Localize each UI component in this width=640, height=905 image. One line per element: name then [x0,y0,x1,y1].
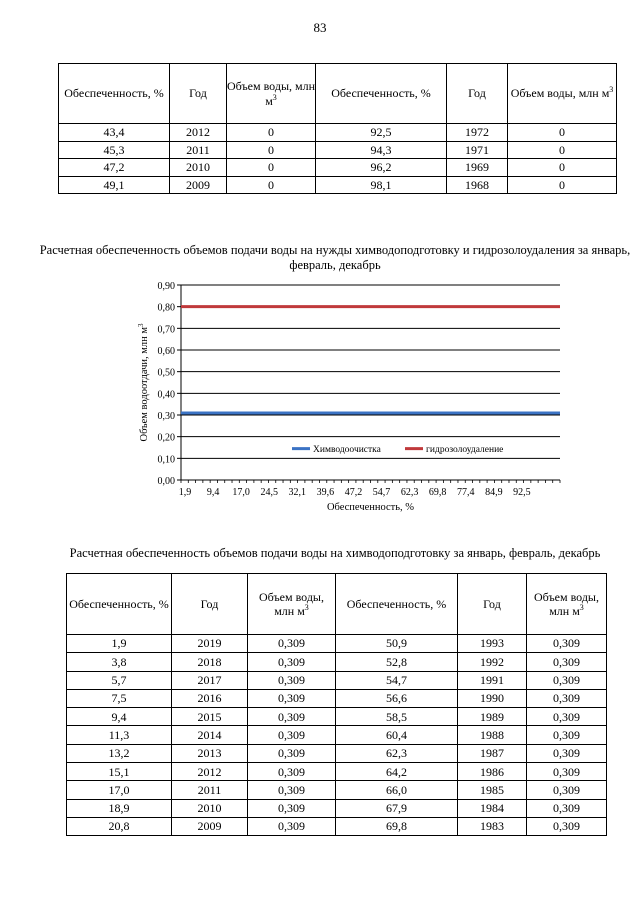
page-number: 83 [313,20,327,35]
table-cell: 5,7 [67,671,172,689]
table-header-row [67,574,607,635]
y-tick-label: 0,20 [157,432,175,444]
table-cell: 1993 [458,635,527,653]
table-cell: 9,4 [67,708,172,726]
table-cell: 0,309 [248,817,336,835]
table-cell: 50,9 [336,635,458,653]
table-cell: 1986 [458,763,527,781]
y-axis-label [137,323,150,442]
y-tick-label: 0,00 [157,476,175,487]
table-cell: 2019 [172,635,248,653]
table-cell: 2014 [172,726,248,744]
table-cell: 2018 [172,653,248,671]
table-cell: 0 [508,124,617,142]
table-row [67,799,607,817]
header-year: Год [447,64,508,124]
table-cell: 0 [227,141,316,159]
chart [120,270,570,520]
table-cell: 0 [227,124,316,142]
table-row [67,744,607,762]
table-row [67,635,607,653]
table-cell: 96,2 [316,159,447,177]
table-cell: 2016 [172,689,248,707]
table-cell: 1989 [458,708,527,726]
table-cell: 0,309 [248,744,336,762]
header-provision: Обеспеченность, % [67,574,172,635]
table-row [67,671,607,689]
table-cell: 0,309 [248,781,336,799]
table-row [59,159,617,177]
header-provision: Обеспеченность, % [336,574,458,635]
table-cell: 1972 [447,124,508,142]
table-cell: 0,309 [248,689,336,707]
table-cell: 2015 [172,708,248,726]
table-cell: 1988 [458,726,527,744]
table-cell: 0 [508,176,617,194]
header-volume: Объем воды, млн $м^3$ [527,574,607,635]
table-cell: 0 [227,176,316,194]
x-tick-label: 69,8 [428,487,447,498]
table-cell: 69,8 [336,817,458,835]
table-header-row [59,64,617,124]
table-cell: 98,1 [316,176,447,194]
table-bottom-caption: Расчетная обеспеченность объемов подачи воды на химводоподготовку за январь, февраль, декабрь [69,546,601,560]
y-axis-label-superscript: 3 [137,323,145,327]
table-cell: 1990 [458,689,527,707]
table-cell: 1992 [458,653,527,671]
table-cell: 0,309 [527,726,607,744]
table-cell: 43,4 [59,124,170,142]
table-cell: 18,9 [67,799,172,817]
table-cell: 2009 [170,176,227,194]
table-cell: 0,309 [527,708,607,726]
table-cell: 0,309 [527,781,607,799]
table-cell: 0 [227,159,316,177]
table-row [67,653,607,671]
table-cell: 67,9 [336,799,458,817]
table-cell: 54,7 [336,671,458,689]
table-cell: 0,309 [527,817,607,835]
table-cell: 0,309 [248,708,336,726]
table-row [67,708,607,726]
header-year: Год [458,574,527,635]
table-cell: 15,1 [67,763,172,781]
table-row [67,726,607,744]
table-cell: 2011 [170,141,227,159]
table-cell: 2010 [170,159,227,177]
header-volume: Объем воды, млн $м^3$ [248,574,336,635]
table-bottom-body [67,635,607,836]
table-cell: 3,8 [67,653,172,671]
table-cell: 0,309 [248,653,336,671]
table-cell: 47,2 [59,159,170,177]
table-cell: 2012 [170,124,227,142]
table-cell: 17,0 [67,781,172,799]
legend-label: гидрозолоудаление [426,445,504,456]
table-cell: 49,1 [59,176,170,194]
table-cell: 2012 [172,763,248,781]
x-tick-label: 77,4 [456,487,475,498]
x-tick-label: 62,3 [400,487,419,498]
table-row [59,141,617,159]
table-cell: 1968 [447,176,508,194]
x-tick-label: 32,1 [288,487,307,498]
table-cell: 1971 [447,141,508,159]
table-cell: 2017 [172,671,248,689]
table-row [67,689,607,707]
x-tick-label: 1,9 [178,487,192,498]
y-tick-label: 0,70 [157,324,175,336]
table-cell: 45,3 [59,141,170,159]
table-cell: 0 [508,141,617,159]
table-cell: 1,9 [67,635,172,653]
table-bottom [66,573,607,836]
table-cell: 2009 [172,817,248,835]
table-cell: 0,309 [527,744,607,762]
y-tick-label: 0,80 [157,302,175,314]
table-cell: 7,5 [67,689,172,707]
legend-label: Химводоочистка [313,445,381,456]
x-tick-label: 54,7 [372,487,391,498]
table-cell: 1991 [458,671,527,689]
x-axis-label: Обеспеченность, % [326,502,415,513]
table-cell: 0,309 [248,799,336,817]
table-row [59,124,617,142]
table-cell: 20,8 [67,817,172,835]
table-cell: 92,5 [316,124,447,142]
y-tick-label: 0,30 [157,411,175,422]
table-cell: 0 [508,159,617,177]
table-cell: 1983 [458,817,527,835]
table-cell: 0,309 [248,763,336,781]
table-cell: 13,2 [67,744,172,762]
table-cell: 1987 [458,744,527,762]
header-provision: Обеспеченность, % [316,64,447,124]
table-cell: 2013 [172,744,248,762]
table-cell: 94,3 [316,141,447,159]
table-cell: 66,0 [336,781,458,799]
table-row [67,817,607,835]
table-cell: 58,5 [336,708,458,726]
table-cell: 0,309 [527,635,607,653]
table-cell: 0,309 [527,689,607,707]
table-row [67,763,607,781]
table-cell: 0,309 [527,763,607,781]
table-cell: 0,309 [248,726,336,744]
header-volume: Объем воды, млн $м^3$ [508,64,617,124]
chart-caption: Расчетная обеспеченность объемов подачи воды на нужды химводоподготовку и гидрозолоудаления за январь, февраль, декабрь [39,243,631,272]
table-cell: 0,309 [248,671,336,689]
table-cell: 1969 [447,159,508,177]
table-cell: 0,309 [248,635,336,653]
table-cell: 1984 [458,799,527,817]
header-year: Год [170,64,227,124]
y-tick-label: 0,90 [157,281,175,292]
y-tick-label: 0,40 [157,389,175,401]
table-cell: 62,3 [336,744,458,762]
table-cell: 1985 [458,781,527,799]
y-tick-label: 0,60 [157,346,175,357]
x-tick-label: 17,0 [232,487,250,498]
header-year: Год [172,574,248,635]
table-cell: 64,2 [336,763,458,781]
table-top [58,63,617,194]
table-cell: 52,8 [336,653,458,671]
header-provision: Обеспеченность, % [59,64,170,124]
y-tick-label: 0,50 [157,367,175,379]
table-cell: 0,309 [527,671,607,689]
y-tick-label: 0,10 [157,454,175,466]
table-cell: 0,309 [527,799,607,817]
x-tick-label: 92,5 [513,487,531,498]
x-tick-label: 9,4 [206,487,220,498]
table-cell: 0,309 [527,653,607,671]
table-row [59,176,617,194]
table-top-body [59,124,617,194]
x-tick-label: 39,6 [316,487,335,498]
table-cell: 60,4 [336,726,458,744]
table-cell: 2010 [172,799,248,817]
table-cell: 11,3 [67,726,172,744]
y-axis-label-text: Объем водоотдачи, млн м [139,326,150,442]
x-tick-label: 24,5 [260,487,278,498]
table-cell: 2011 [172,781,248,799]
header-volume: Объем воды, млн $м^3$ [227,64,316,124]
x-tick-label: 47,2 [344,487,363,498]
table-row [67,781,607,799]
table-cell: 56,6 [336,689,458,707]
x-tick-label: 84,9 [485,487,503,498]
